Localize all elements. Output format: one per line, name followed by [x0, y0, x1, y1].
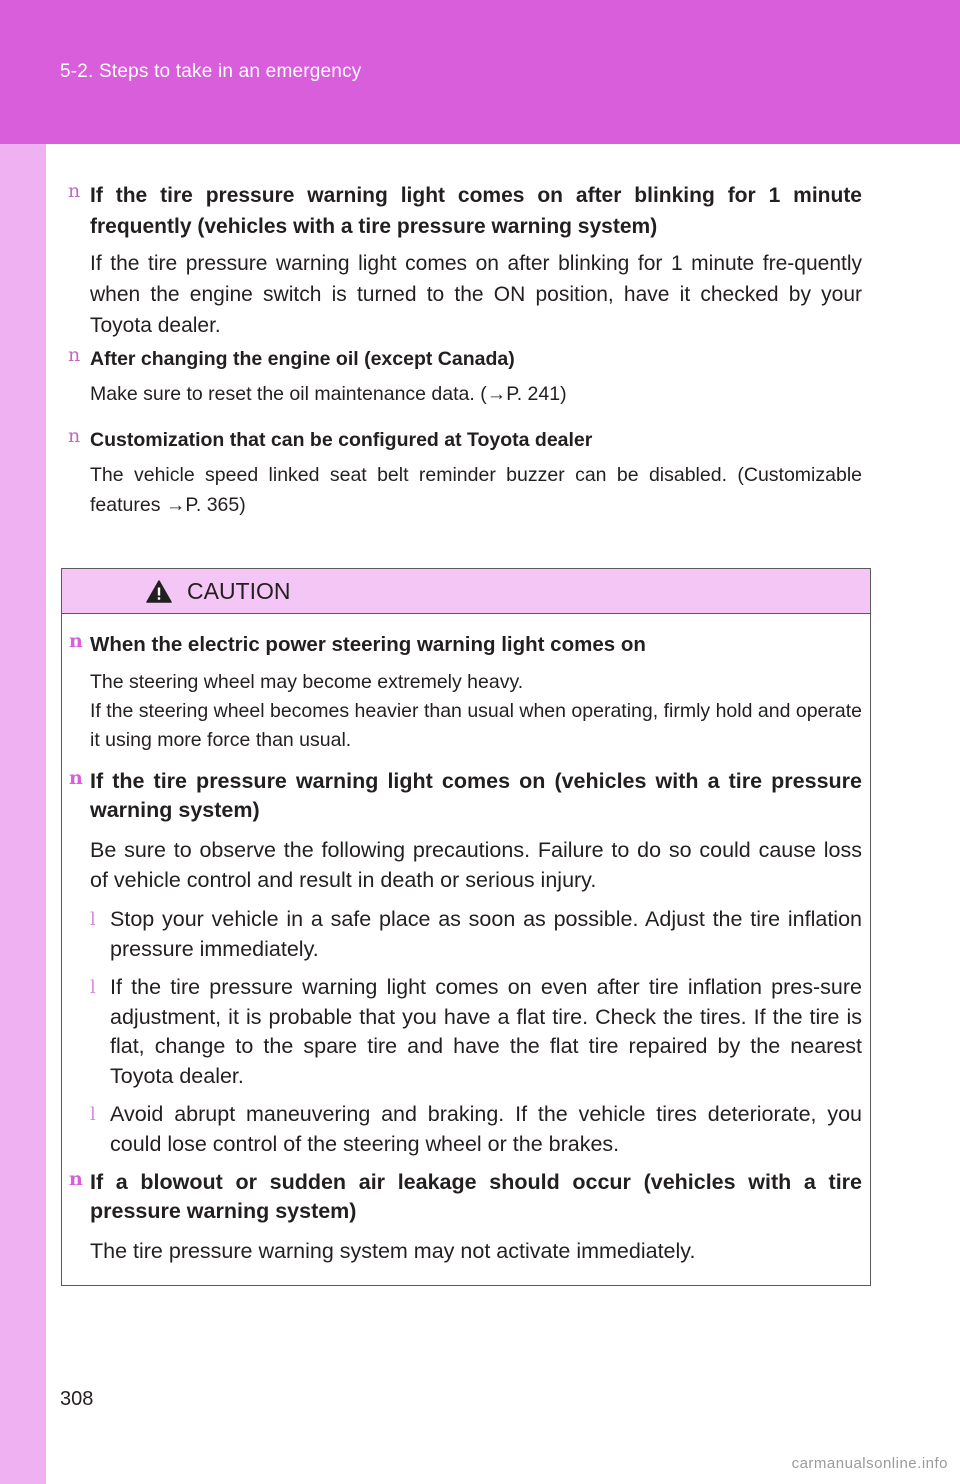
list-item-text: Avoid abrupt maneuvering and braking. If the vehicle tires deteriorate, you could lose control of the steering wheel or the brakes.	[110, 1102, 862, 1156]
header-bar	[0, 0, 960, 144]
caution-item-text: If the steering wheel becomes heavier than usual when operating, firmly hold and operate it using more force than usual.	[90, 700, 862, 751]
list-item	[90, 973, 862, 1091]
list-item-text: If the tire pressure warning light comes on even after tire inflation pres-sure adjustment, it is probable that you have a flat tire. Check the tires. If the tire is flat, change to the spare tire and have the flat tire repaired by the nearest Toyota dealer.	[110, 975, 862, 1088]
note-heading: If the tire pressure warning light comes on after blinking for 1 minute frequently (vehicles with a tire pressure warning system)	[90, 184, 862, 238]
note-text: If the tire pressure warning light comes on after blinking for 1 minute fre-quently when the engine switch is turned to the ON position, have it checked by your Toyota dealer.	[90, 252, 862, 337]
notes-section	[68, 180, 862, 341]
notes-section-3	[68, 425, 862, 520]
note-heading: After changing the engine oil (except Canada)	[90, 348, 515, 370]
caution-item-heading: If the tire pressure warning light comes on (vehicles with a tire pressure warning system)	[90, 769, 862, 822]
caution-item	[69, 767, 862, 1159]
bullet-marker: n	[69, 1168, 83, 1190]
caution-bullet-list	[90, 905, 862, 1159]
bullet-marker: n	[68, 344, 81, 366]
section-title: 5-2. Steps to take in an emergency	[60, 61, 362, 82]
caution-item	[69, 630, 862, 755]
caution-item	[69, 1168, 862, 1266]
note-item	[68, 180, 862, 341]
bullet-marker: n	[68, 425, 81, 447]
note-item	[68, 344, 862, 409]
caution-item-heading: When the electric power steering warning light comes on	[90, 633, 646, 656]
bullet-marker: l	[90, 977, 96, 998]
caution-item-text: Be sure to observe the following precautions. Failure to do so could cause loss of vehicle control and result in death or serious injury.	[90, 838, 862, 892]
list-item	[90, 1100, 862, 1159]
caution-item-text: The steering wheel may become extremely heavy.	[90, 671, 524, 693]
caution-header	[62, 569, 870, 614]
list-item	[90, 905, 862, 964]
bullet-marker: n	[69, 630, 83, 652]
side-strip	[0, 144, 46, 1484]
caution-item-heading: If a blowout or sudden air leakage should occur (vehicles with a tire pressure warning system)	[90, 1170, 862, 1223]
bullet-marker: n	[68, 180, 81, 202]
watermark: carmanualsonline.info	[791, 1455, 948, 1472]
bullet-marker: l	[90, 1104, 96, 1125]
note-text: The vehicle speed linked seat belt reminder buzzer can be disabled. (Customizable features →P. 365)	[90, 464, 862, 516]
list-item-text: Stop your vehicle in a safe place as soon as possible. Adjust the tire inflation pressure immediately.	[110, 907, 862, 961]
caution-content	[69, 630, 862, 1274]
notes-section-2	[68, 344, 862, 409]
note-heading: Customization that can be configured at Toyota dealer	[90, 429, 593, 451]
bullet-marker: n	[69, 767, 83, 789]
caution-item-text: The tire pressure warning system may not activate immediately.	[90, 1239, 696, 1263]
note-text: Make sure to reset the oil maintenance data. (→P. 241)	[90, 383, 567, 405]
page-number: 308	[60, 1388, 94, 1410]
caution-box	[61, 568, 871, 1286]
note-item	[68, 425, 862, 520]
warning-triangle-icon	[146, 580, 172, 603]
bullet-marker: l	[90, 909, 96, 930]
caution-title: CAUTION	[187, 578, 291, 604]
